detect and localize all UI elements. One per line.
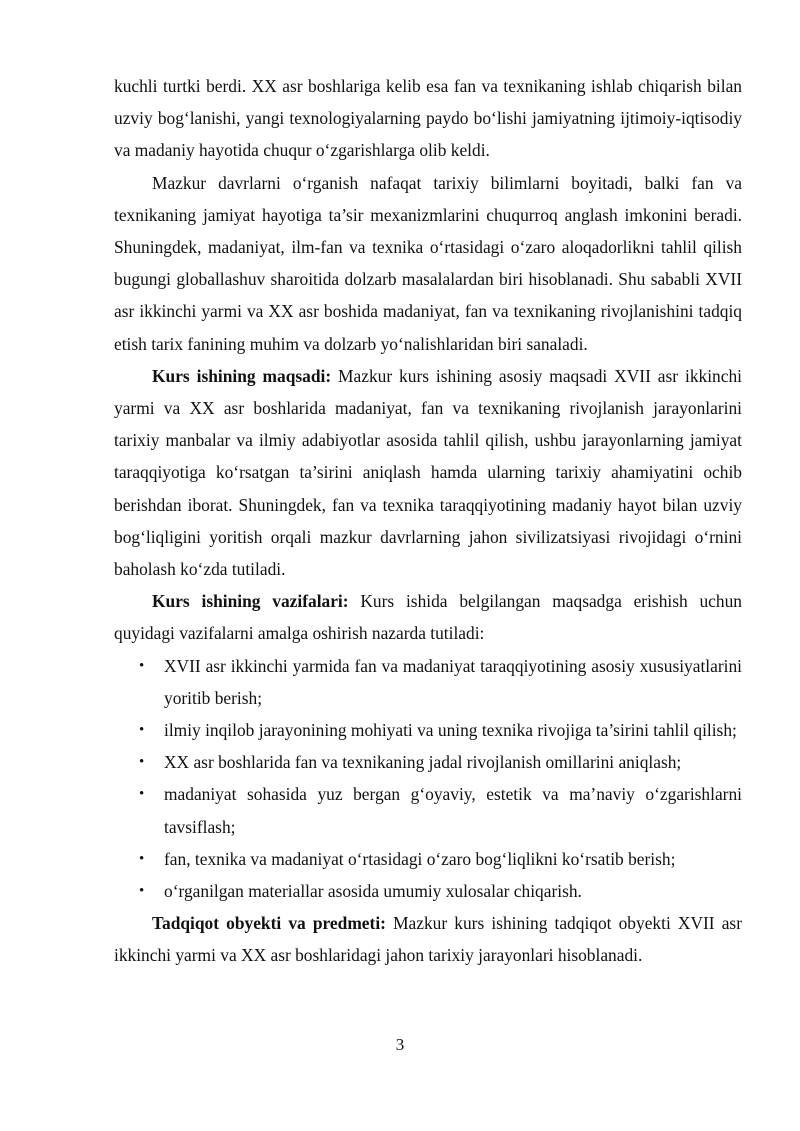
object-heading: Tadqiqot obyekti va predmeti: (152, 913, 386, 934)
list-item-text: ilmiy inqilob jarayonining mohiyati va uning texnika rivojiga ta’sirini tahlil qilish; (164, 720, 737, 741)
list-item (114, 714, 742, 746)
list-item (114, 875, 742, 907)
list-item-text: madaniyat sohasida yuz bergan g‘oyaviy, estetik va ma’naviy o‘zgarishlarni tavsiflash; (164, 784, 742, 837)
bullet-icon: • (139, 722, 145, 739)
object-text: Mazkur kurs ishining tadqiqot obyekti XVII asr ikkinchi yarmi va XX asr boshlaridagi jahon tarixiy jarayonlari hisoblanadi. (114, 913, 742, 966)
list-item (114, 843, 742, 875)
goal-heading: Kurs ishining maqsadi: (152, 365, 332, 386)
paragraph-goal (114, 360, 742, 585)
list-item-text: XX asr boshlarida fan va texnikaning jadal rivojlanish omillarini aniqlash; (164, 752, 682, 773)
list-item (114, 650, 742, 714)
tasks-intro-text: Kurs ishida belgilangan maqsadga erishish uchun quyidagi vazifalarni amalga oshirish nazarda tutiladi: (114, 591, 742, 644)
tasks-heading: Kurs ishining vazifalari: (152, 591, 349, 612)
bullet-icon: • (139, 786, 145, 803)
paragraph-research-object (114, 907, 742, 971)
paragraph-tasks (114, 585, 742, 649)
list-item-text: o‘rganilgan materiallar asosida umumiy xulosalar chiqarish. (164, 881, 582, 902)
bullet-icon: • (139, 657, 145, 674)
page-number: 3 (395, 1035, 405, 1054)
paragraph-relevance: Mazkur davrlarni o‘rganish nafaqat tarixiy bilimlarni boyitadi, balki fan va texnikaning jamiyat hayotiga ta’sir mexanizmlarini chuqurroq anglash imkonini beradi. Shuningdek, madaniyat, ilm-fan va texnika o‘rtasidagi o‘zaro aloqadorlikni tahlil qilish bugungi globallashuv sharoitida dolzarb masalalardan biri hisoblanadi. Shu sababli XVII asr ikkinchi yarmi va XX asr boshida madaniyat, fan va texnikaning rivojlanishini tadqiq etish tarix fanining muhim va dolzarb yo‘nalishlaridan biri sanaladi. (114, 172, 742, 354)
paragraph-intro-continuation: kuchli turtki berdi. XX asr boshlariga kelib esa fan va texnikaning ishlab chiqarish bilan uzviy bog‘lanishi, yangi texnologiyalarning paydo bo‘lishi jamiyatning ijtimoiy-iqtisodiy va madaniy hayotida chuqur o‘zgarishlarga olib keldi. (114, 76, 742, 161)
list-item-text: fan, texnika va madaniyat o‘rtasidagi o‘zaro bog‘liqlikni ko‘rsatib berish; (164, 848, 676, 869)
bullet-icon: • (139, 754, 145, 771)
document-page (114, 70, 742, 972)
list-item (114, 746, 742, 778)
bullet-icon: • (139, 850, 145, 867)
goal-text: Mazkur kurs ishining asosiy maqsadi XVII asr ikkinchi yarmi va XX asr boshlarida madaniyat, fan va texnikaning rivojlanish jarayonlarini tarixiy manbalar va ilmiy adabiyotlar asosida tahlil qilish, ushbu jarayonlarning jamiyat taraqqiyotiga ko‘rsatgan ta’sirini aniqlash hamda ularning tarixiy ahamiyatini ochib berishdan iborat. Shuningdek, fan va texnika taraqqiyotining madaniy hayot bilan uzviy bog‘liqligini yoritish orqali mazkur davrlarning jahon sivilizatsiyasi rivojidagi o‘rnini baholash ko‘zda tutiladi. (114, 365, 742, 580)
list-item (114, 778, 742, 842)
bullet-icon: • (139, 883, 145, 900)
tasks-list (114, 650, 742, 908)
list-item-text: XVII asr ikkinchi yarmida fan va madaniyat taraqqiyotining asosiy xususiyatlarini yoritib berish; (164, 655, 742, 708)
